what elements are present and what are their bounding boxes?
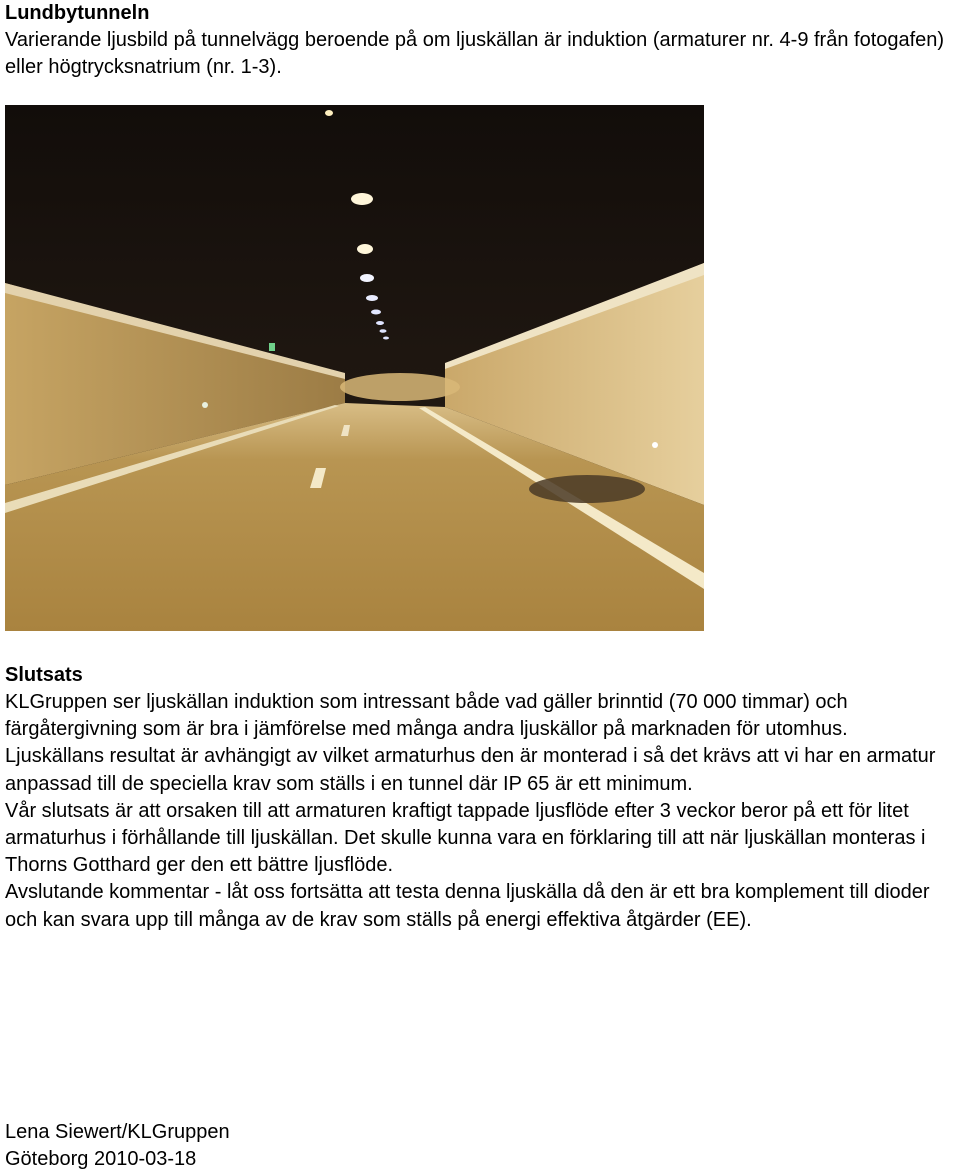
signature-name: Lena Siewert/KLGruppen	[5, 1121, 230, 1143]
ceiling-lamp	[383, 337, 389, 340]
tunnel-photo	[5, 105, 704, 631]
ceiling-lamp	[366, 295, 378, 301]
ceiling-lamp	[371, 310, 381, 315]
conclusion-paragraph: KLGruppen ser ljuskällan induktion som intressant både vad gäller brinntid (70 000 timmar) och färgåtergivning som är bra i jämförelse med många andra ljuskällor på marknaden för utomhus.	[5, 691, 848, 741]
tunnel-far-glow	[340, 373, 460, 401]
emergency-sign	[269, 343, 275, 351]
conclusion-paragraph: Ljuskällans resultat är avhängigt av vilket armaturhus den är monterad i så det krävs att vi har en armatur anpassad till de speciella krav som ställs i en tunnel där IP 65 är ett minimum.	[5, 745, 936, 795]
ceiling-lamp	[376, 321, 384, 325]
conclusion-paragraph: Vår slutsats är att orsaken till att armaturen kraftigt tappade ljusflöde efter 3 veckor beror på ett för litet armaturhus i förhållande till ljuskällan. Det skulle kunna vara en förklaring till att när ljuskällan monteras i Thorns Gotthard ger den ett bättre ljusflöde.	[5, 799, 926, 877]
ceiling-lamp	[351, 193, 373, 205]
ceiling-lamp	[380, 329, 387, 333]
ceiling-lamp	[360, 274, 374, 282]
ceiling-lamp	[357, 244, 373, 254]
ceiling-lamp	[325, 110, 333, 116]
wall-light	[202, 402, 208, 408]
conclusion-heading: Slutsats	[5, 664, 83, 686]
road-patch	[529, 475, 645, 503]
tunnel-photo-illustration	[5, 105, 704, 631]
signature-place-date: Göteborg 2010-03-18	[5, 1148, 197, 1171]
conclusion-body	[5, 689, 960, 934]
signature-block	[5, 1119, 960, 1173]
document-title: Lundbytunneln	[5, 2, 150, 24]
wall-light	[652, 442, 658, 448]
conclusion-paragraph: Avslutande kommentar - låt oss fortsätta att testa denna ljuskälla då den är ett bra komplement till dioder och kan svara upp till många av de krav som ställs på energi effektiva åtgärder (EE).	[5, 881, 930, 931]
intro-paragraph: Varierande ljusbild på tunnelvägg beroende på om ljuskällan är induktion (armaturer nr. 4-9 från fotogafen) eller högtrycksnatrium (nr. 1-3).	[5, 29, 945, 79]
